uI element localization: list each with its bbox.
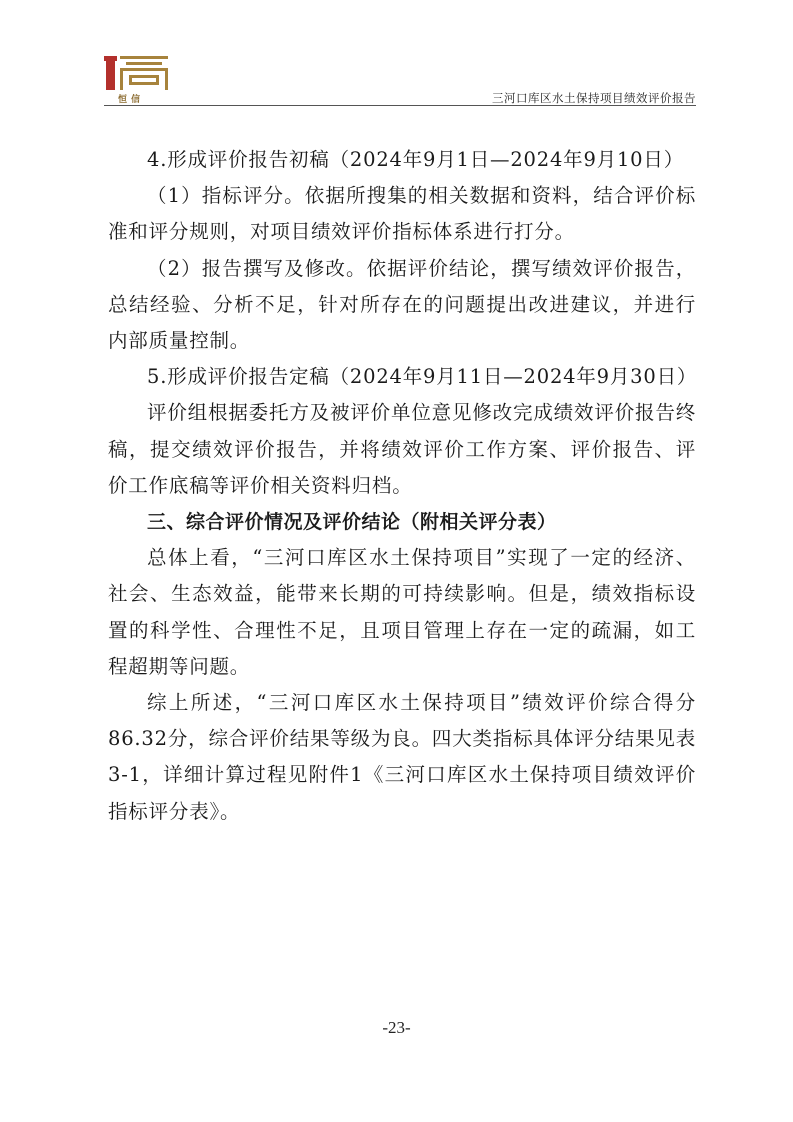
paragraph-step-4: 4.形成评价报告初稿（2024年9月1日—2024年9月10日） xyxy=(147,148,684,171)
logo-text: 恒信 xyxy=(118,95,145,105)
paragraph-final-score: 综上所述，“三河口库区水土保持项目”绩效评价综合得分86.32分，综合评价结果等级为良。四大类指标具体评分结果见表3-1，详细计算过程见附件1《三河口库区水土保持项目绩效评价指标评分表》。 xyxy=(108,691,696,823)
report-header-title: 三河口库区水土保持项目绩效评价报告 xyxy=(492,91,696,105)
paragraph-indicator-scoring: （1）指标评分。依据所搜集的相关数据和资料，结合评价标准和评分规则，对项目绩效评价指标体系进行打分。 xyxy=(108,184,696,244)
paragraph-overall-assessment: 总体上看，“三河口库区水土保持项目”实现了一定的经济、社会、生态效益，能带来长期的可持续影响。但是，绩效指标设置的科学性、合理性不足，且项目管理上存在一定的疏漏，如工程超期等问题。 xyxy=(108,546,696,678)
header-divider xyxy=(104,105,696,106)
document-body xyxy=(108,142,696,830)
page-header xyxy=(104,54,696,106)
section-heading: 三、综合评价情况及评价结论（附相关评分表） xyxy=(147,511,557,534)
page-number: -23- xyxy=(382,1018,411,1037)
paragraph-step-5: 5.形成评价报告定稿（2024年9月11日—2024年9月30日） xyxy=(147,365,698,389)
paragraph-finalization: 评价组根据委托方及被评价单位意见修改完成绩效评价报告终稿，提交绩效评价报告，并将绩效评价工作方案、评价报告、评价工作底稿等评价相关资料归档。 xyxy=(108,401,696,497)
paragraph-report-writing: （2）报告撰写及修改。依据评价结论，撰写绩效评价报告，总结经验、分析不足，针对所存在的问题提出改进建议，并进行内部质量控制。 xyxy=(108,256,696,353)
